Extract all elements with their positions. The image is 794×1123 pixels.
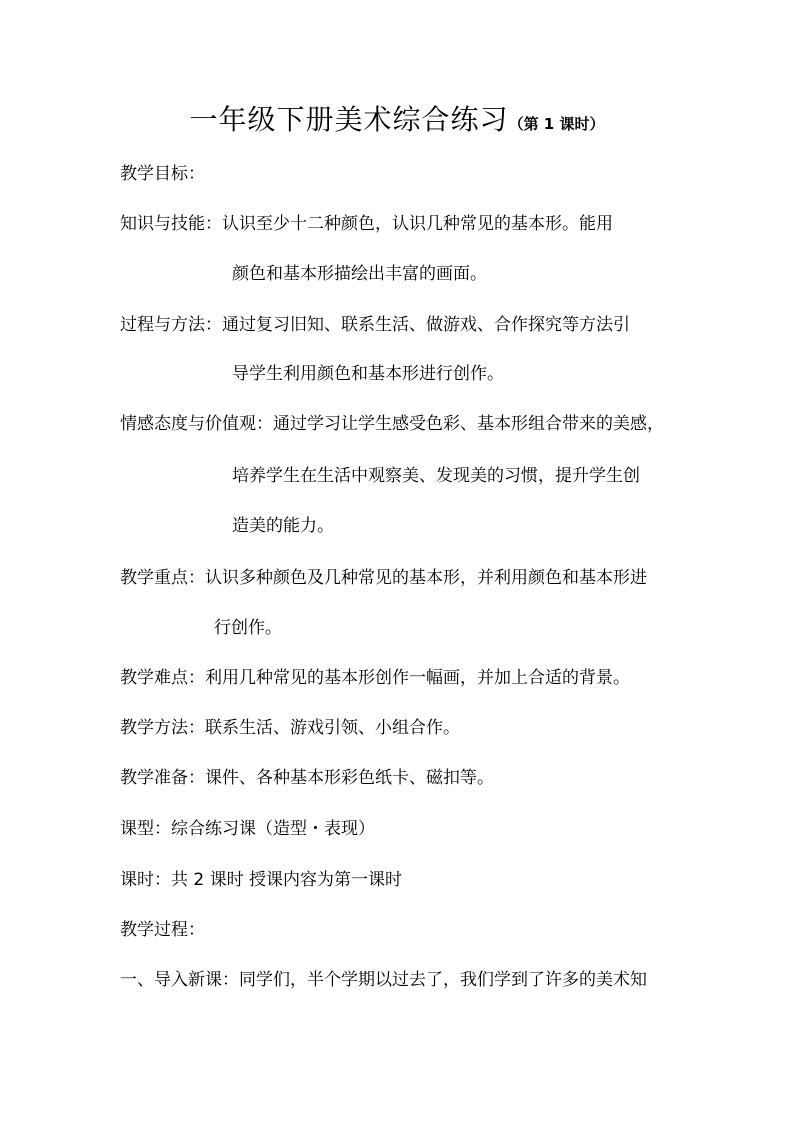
emotion-values-line-3: 造美的能力。 — [232, 516, 334, 536]
title-lesson-number: （第 1 课时） — [508, 115, 605, 133]
knowledge-skills-line-2: 颜色和基本形描绘出丰富的画面。 — [232, 264, 487, 284]
teaching-methods-line: 教学方法：联系生活、游戏引领、小组合作。 — [120, 718, 460, 738]
introduction-line: 一、导入新课：同学们，半个学期以过去了，我们学到了许多的美术知 — [120, 970, 647, 990]
page-title — [0, 98, 794, 138]
section-heading-objectives: 教学目标： — [120, 164, 205, 184]
section-heading-process: 教学过程： — [120, 920, 205, 940]
emotion-values-line-1: 情感态度与价值观：通过学习让学生感受色彩、基本形组合带来的美感， — [120, 414, 664, 434]
teaching-preparation-line: 教学准备：课件、各种基本形彩色纸卡、磁扣等。 — [120, 768, 494, 788]
process-methods-line-2: 导学生利用颜色和基本形进行创作。 — [232, 364, 504, 384]
process-methods-line-1: 过程与方法：通过复习旧知、联系生活、做游戏、合作探究等方法引 — [120, 315, 630, 335]
lesson-type-line: 课型：综合练习课（造型・表现） — [120, 819, 375, 839]
key-points-line-1: 教学重点：认识多种颜色及几种常见的基本形，并利用颜色和基本形进 — [120, 568, 647, 588]
class-hours-line: 课时：共 2 课时 授课内容为第一课时 — [120, 870, 403, 890]
key-points-line-2: 行创作。 — [214, 618, 282, 638]
difficult-points-line: 教学难点：利用几种常见的基本形创作一幅画，并加上合适的背景。 — [120, 668, 630, 688]
knowledge-skills-line-1: 知识与技能：认识至少十二种颜色，认识几种常见的基本形。能用 — [120, 214, 613, 234]
emotion-values-line-2: 培养学生在生活中观察美、发现美的习惯，提升学生创 — [232, 466, 640, 486]
title-main: 一年级下册美术综合练习 — [189, 103, 509, 136]
